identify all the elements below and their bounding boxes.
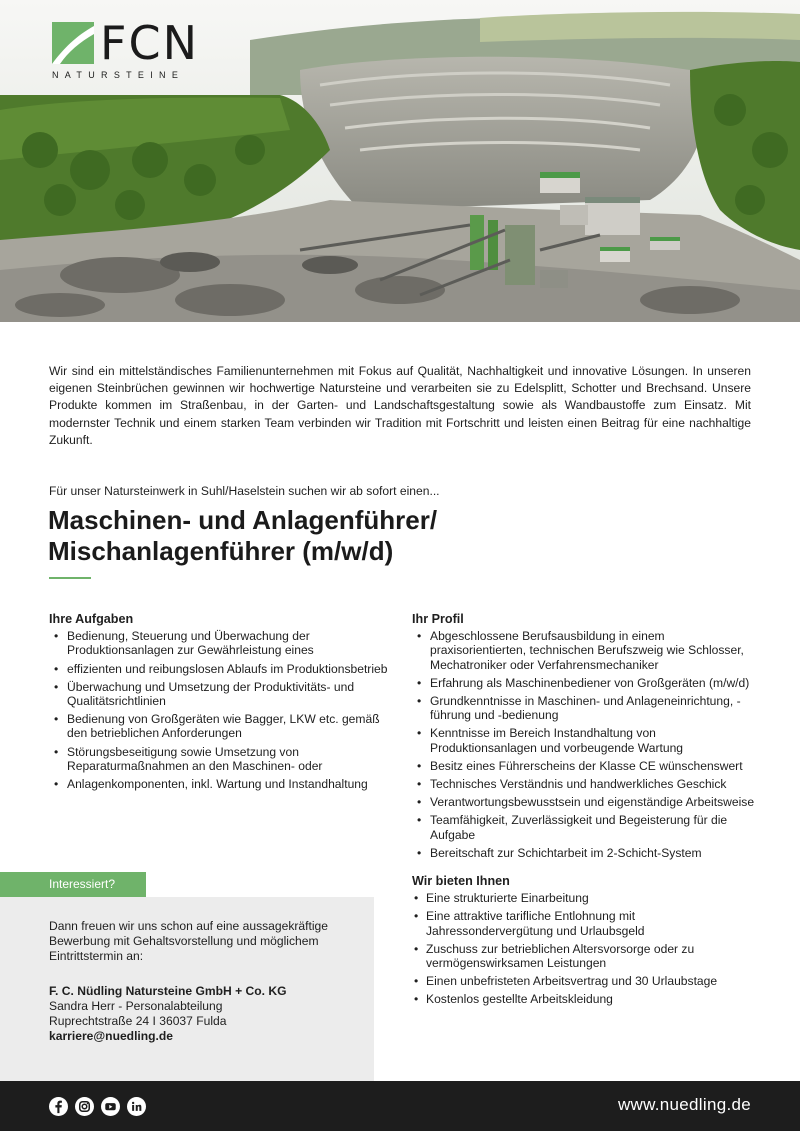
contact-email-link[interactable]: karriere@nuedling.de bbox=[49, 1028, 174, 1043]
linkedin-icon[interactable] bbox=[127, 1097, 146, 1116]
profile-section bbox=[412, 612, 757, 1011]
offers-list bbox=[412, 891, 757, 1006]
list-item: • Verantwortungsbewusstsein und eigenständige Arbeitsweise bbox=[412, 795, 757, 809]
job-title-line2: Mischanlagenführer (m/w/d) bbox=[48, 536, 394, 566]
list-item: • Anlagenkomponenten, inkl. Wartung und Instandhaltung bbox=[49, 777, 389, 791]
contact-address: Ruprechtstraße 24 I 36037 Fulda bbox=[49, 1013, 227, 1028]
tasks-list bbox=[49, 629, 389, 791]
list-item: • Kenntnisse im Bereich Instandhaltung von Produktionsanlagen und vorbeugende Wartung bbox=[412, 726, 757, 754]
job-title-line1: Maschinen- und Anlagenführer/ bbox=[48, 505, 438, 535]
job-title bbox=[48, 505, 748, 567]
contact-company: F. C. Nüdling Natursteine GmbH + Co. KG bbox=[49, 984, 287, 999]
instagram-icon[interactable] bbox=[75, 1097, 94, 1116]
offers-heading: Wir bieten Ihnen bbox=[412, 874, 510, 889]
list-item: • Teamfähigkeit, Zuverlässigkeit und Begeisterung für die Aufgabe bbox=[412, 813, 757, 841]
hero-image bbox=[0, 0, 800, 322]
list-item: • Grundkenntnisse in Maschinen- und Anlageneinrichtung, -führung und -bedienung bbox=[412, 694, 757, 722]
contact-box bbox=[0, 897, 374, 1081]
fcn-logo-mark-icon bbox=[52, 22, 94, 64]
list-item: • Einen unbefristeten Arbeitsvertrag und 30 Urlaubstage bbox=[412, 974, 757, 988]
list-item: • Zuschuss zur betrieblichen Altersvorsorge oder zu vermögenswirksamen Leistungen bbox=[412, 942, 757, 970]
fcn-logo[interactable] bbox=[52, 16, 214, 84]
logo-subtitle: NATURSTEINE bbox=[52, 70, 185, 80]
website-link[interactable]: www.nuedling.de bbox=[617, 1095, 751, 1114]
youtube-icon[interactable] bbox=[101, 1097, 120, 1116]
list-item: • Bereitschaft zur Schichtarbeit im 2-Schicht-System bbox=[412, 846, 757, 860]
list-item: • Störungsbeseitigung sowie Umsetzung von Reparaturmaßnahmen an den Maschinen- oder bbox=[49, 745, 389, 773]
logo-name: FCN bbox=[100, 16, 199, 70]
facebook-icon[interactable] bbox=[49, 1097, 68, 1116]
intro-text: Wir sind ein mittelständisches Familienunternehmen mit Fokus auf Qualität, Nachhaltigkeit und innovative Lösungen. In unseren eigenen Steinbrüchen gewinnen wir hochwertige Natursteine und verarbeiten sie zu Edelsplitt, Schotter und Brechsand. Unsere Produkte kommen im Straßenbau, in der Garten- und Landschaftsgestaltung sowie als Wandbaustoffe zum Einsatz. Mit modernster Technik und einem starken Team verbinden wir Tradition mit Fortschritt und leisten einen Beitrag für eine nachhaltige Zukunft. bbox=[49, 364, 751, 447]
accent-divider bbox=[49, 577, 91, 579]
list-item: • Kostenlos gestellte Arbeitskleidung bbox=[412, 992, 757, 1006]
list-item: • Besitz eines Führerscheins der Klasse CE wünschenswert bbox=[412, 759, 757, 773]
list-item: • Eine attraktive tarifliche Entlohnung mit Jahressondervergütung und Urlaubsgeld bbox=[412, 909, 757, 937]
lead-text: Für unser Natursteinwerk in Suhl/Haselstein suchen wir ab sofort einen... bbox=[49, 484, 440, 498]
list-item: • effizienten und reibungslosen Ablaufs im Produktionsbetrieb bbox=[49, 662, 389, 676]
tasks-section bbox=[49, 612, 389, 795]
list-item: • Abgeschlossene Berufsausbildung in einem praxisorientierten, technischen Berufszweig wie Schlosser, Mechatroniker oder Verfahrensmechaniker bbox=[412, 629, 757, 672]
list-item: • Bedienung, Steuerung und Überwachung der Produktionsanlagen zur Gewährleistung eines bbox=[49, 629, 389, 657]
list-item: • Eine strukturierte Einarbeitung bbox=[412, 891, 757, 905]
list-item: • Bedienung von Großgeräten wie Bagger, LKW etc. gemäß den betrieblichen Anforderungen bbox=[49, 712, 389, 740]
contact-person: Sandra Herr - Personalabteilung bbox=[49, 999, 223, 1014]
list-item: • Technisches Verständnis und handwerkliches Geschick bbox=[412, 777, 757, 791]
interested-tag: Interessiert? bbox=[0, 872, 146, 897]
footer bbox=[0, 1081, 800, 1131]
profile-list bbox=[412, 629, 757, 860]
tasks-heading: Ihre Aufgaben bbox=[49, 612, 134, 626]
list-item: • Erfahrung als Maschinenbediener von Großgeräten (m/w/d) bbox=[412, 676, 757, 690]
list-item: • Überwachung und Umsetzung der Produktivitäts- und Qualitätsrichtlinien bbox=[49, 680, 389, 708]
profile-heading: Ihr Profil bbox=[412, 612, 464, 626]
contact-message: Dann freuen wir uns schon auf eine aussagekräftige Bewerbung mit Gehaltsvorstellung und möglichem Eintrittstermin an: bbox=[49, 919, 329, 963]
